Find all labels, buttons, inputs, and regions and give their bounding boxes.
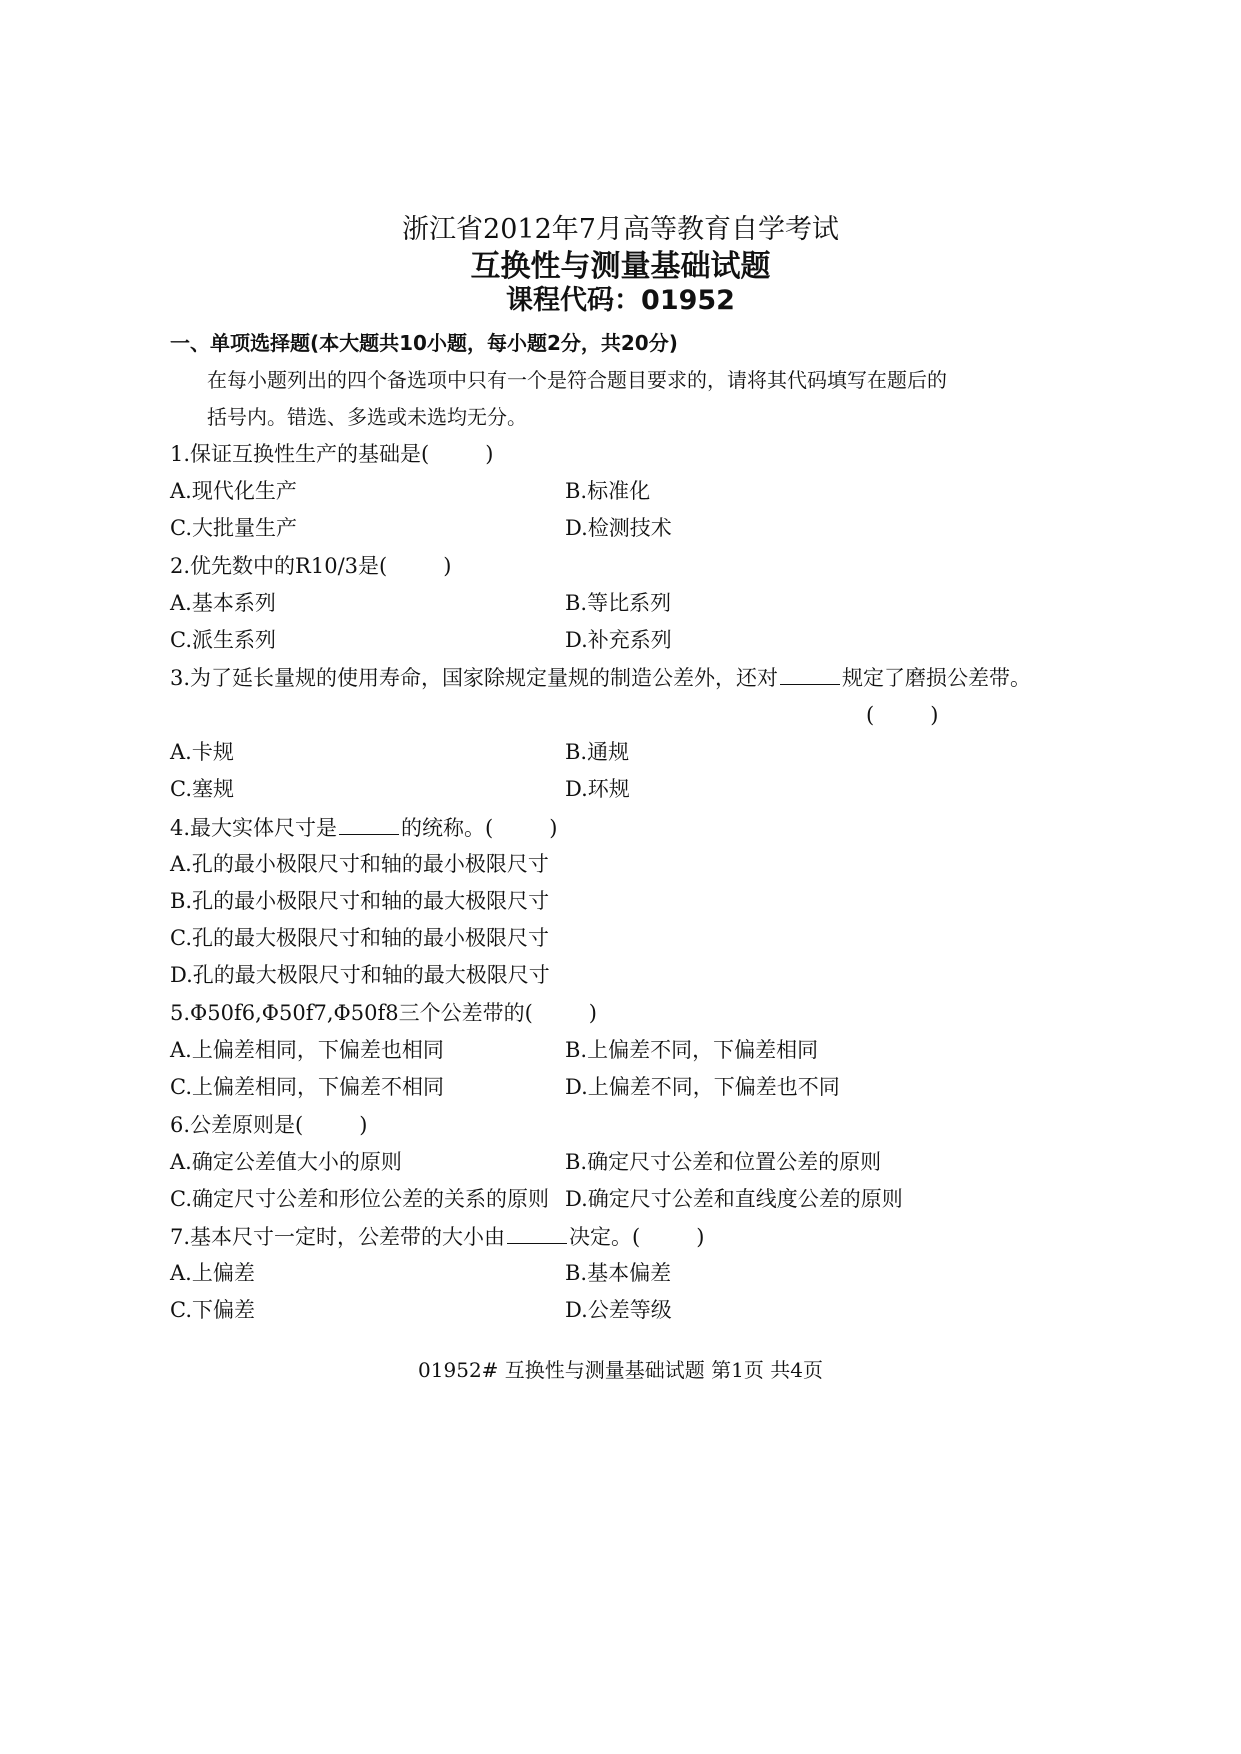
question-7-option-d: D.公差等级 [565, 1298, 672, 1322]
answer-blank [780, 664, 840, 685]
question-6-stem: 6.公差原则是( ) [170, 1113, 368, 1137]
question-4-option-d: D.孔的最大极限尺寸和轴的最大极限尺寸 [170, 963, 550, 987]
question-2-option-c: C.派生系列 [170, 628, 276, 652]
question-5-option-c: C.上偏差相同，下偏差不相同 [170, 1075, 444, 1099]
question-5-option-b: B.上偏差不同，下偏差相同 [565, 1038, 819, 1062]
question-3-option-d: D.环规 [565, 777, 630, 801]
question-3-stem: 3.为了延长量规的使用寿命，国家除规定量规的制造公差外，还对 规定了磨损公差带。 [170, 666, 1032, 690]
question-1-stem: 1.保证互换性生产的基础是( ) [170, 442, 494, 466]
question-5-stem: 5.Φ50f6,Φ50f7,Φ50f8三个公差带的( ) [170, 1001, 597, 1025]
course-code: 课程代码：01952 [506, 285, 735, 316]
question-7-option-b: B.基本偏差 [565, 1261, 672, 1285]
question-1-option-d: D.检测技术 [565, 516, 672, 540]
question-6-option-c: C.确定尺寸公差和形位公差的关系的原则 [170, 1187, 549, 1211]
question-5-option-d: D.上偏差不同，下偏差也不同 [565, 1075, 840, 1099]
question-3-option-c: C.塞规 [170, 777, 234, 801]
question-3-option-b: B.通规 [565, 740, 630, 764]
answer-blank [507, 1223, 567, 1244]
question-2-option-d: D.补充系列 [565, 628, 672, 652]
question-2-stem: 2.优先数中的R10/3是( ) [170, 554, 452, 578]
subject-title: 互换性与测量基础试题 [470, 249, 771, 284]
section-heading: 一、单项选择题(本大题共10小题，每小题2分，共20分) [170, 331, 678, 355]
question-2-option-b: B.等比系列 [565, 591, 672, 615]
question-5-option-a: A.上偏差相同，下偏差也相同 [170, 1038, 444, 1062]
question-4-option-c: C.孔的最大极限尺寸和轴的最小极限尺寸 [170, 926, 549, 950]
page-footer: 01952# 互换性与测量基础试题 第1页 共4页 [418, 1358, 823, 1382]
question-6-option-b: B.确定尺寸公差和位置公差的原则 [565, 1150, 882, 1174]
question-6-option-d: D.确定尺寸公差和直线度公差的原则 [565, 1187, 903, 1211]
question-4-option-b: B.孔的最小极限尺寸和轴的最大极限尺寸 [170, 889, 550, 913]
question-1-option-c: C.大批量生产 [170, 516, 297, 540]
question-3-option-a: A.卡规 [170, 740, 234, 764]
question-7-option-a: A.上偏差 [170, 1261, 255, 1285]
answer-blank [339, 814, 399, 835]
question-4-option-a: A.孔的最小极限尺寸和轴的最小极限尺寸 [170, 852, 549, 876]
question-3-answer-paren: ( ) [866, 703, 939, 727]
question-7-option-c: C.下偏差 [170, 1298, 255, 1322]
question-2-option-a: A.基本系列 [170, 591, 276, 615]
question-6-option-a: A.确定公差值大小的原则 [170, 1150, 402, 1174]
question-1-option-a: A.现代化生产 [170, 479, 297, 503]
question-1-option-b: B.标准化 [565, 479, 651, 503]
question-7-stem: 7.基本尺寸一定时，公差带的大小由 决定。( ) [170, 1225, 705, 1249]
question-4-stem: 4.最大实体尺寸是 的统称。( ) [170, 816, 558, 840]
instruction-line-1: 在每小题列出的四个备选项中只有一个是符合题目要求的，请将其代码填写在题后的 [207, 368, 947, 392]
exam-title: 浙江省2012年7月高等教育自学考试 [402, 214, 839, 245]
instruction-line-2: 括号内。错选、多选或未选均无分。 [207, 405, 527, 429]
